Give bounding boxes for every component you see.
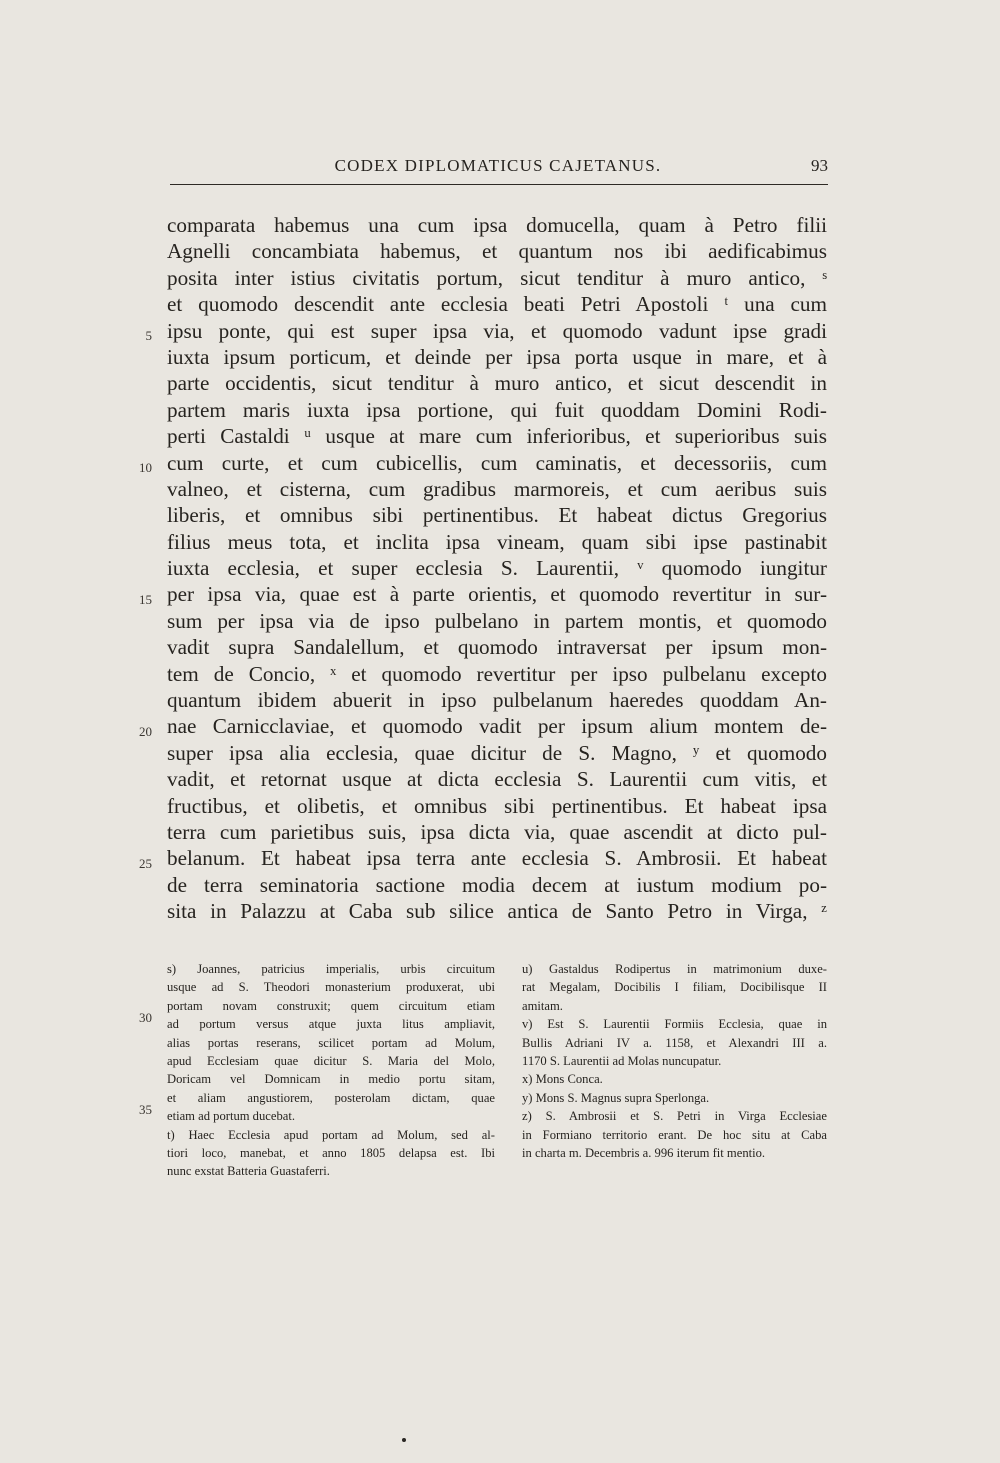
line-number: 15: [139, 592, 152, 607]
line-number: 30: [139, 1010, 152, 1025]
text-line: filius meus tota, et inclita ipsa vineam, quam sibi ipse pastinabit: [167, 529, 827, 554]
footnotes-right: [522, 960, 827, 1162]
text-line: super ipsa alia ecclesia, quae dicitur de S. Magno, ʸ et quomodo: [167, 740, 827, 765]
footnote-line: amitam.: [522, 998, 563, 1013]
footnote-line: y) Mons S. Magnus supra Sperlonga.: [522, 1090, 710, 1105]
text-line: nae Carnicclaviae, et quomodo vadit per ipsum alium montem de-: [167, 714, 827, 739]
main-text: [167, 212, 827, 925]
footnote-line: portam novam construxit; quem circuitum etiam: [167, 998, 495, 1013]
text-line: quantum ibidem abuerit in ipso pulbelanum haeredes quoddam An-: [167, 688, 827, 713]
footnote-line: t) Haec Ecclesia apud portam ad Molum, sed al-: [167, 1127, 495, 1142]
header-rule: [170, 184, 828, 185]
ink-dot: [402, 1438, 406, 1442]
text-line: sita in Palazzu at Caba sub silice antica de Santo Petro in Virga, ᶻ: [167, 899, 827, 924]
footnote-line: rat Megalam, Docibilis I filiam, Docibilisque II: [522, 980, 827, 995]
line-number: 5: [145, 328, 152, 343]
text-line: Agnelli concambiata habemus, et quantum nos ibi aedificabimus: [167, 239, 827, 264]
text-line: iuxta ecclesia, et super ecclesia S. Laurentii, ᵛ quomodo iungitur: [167, 556, 827, 581]
text-line: vadit, et retornat usque at dicta ecclesia S. Laurentii cum vitis, et: [167, 767, 827, 792]
text-line: tem de Concio, ˣ et quomodo revertitur per ipso pulbelanu excepto: [167, 661, 827, 686]
footnote-line: Bullis Adriani IV a. 1158, et Alexandri III a.: [522, 1035, 827, 1050]
footnote-line: alias portas reserans, scilicet portam ad Molum,: [167, 1035, 495, 1050]
page-number: 93: [811, 156, 828, 175]
text-line: fructibus, et olibetis, et omnibus sibi pertinentibus. Et habeat ipsa: [167, 793, 827, 818]
text-line: sum per ipsa via de ipso pulbelano in partem montis, et quomodo: [167, 608, 827, 633]
line-number: 35: [139, 1102, 152, 1117]
text-line: terra cum parietibus suis, ipsa dicta via, quae ascendit at dicto pul-: [167, 819, 827, 844]
text-line: perti Castaldi ᵘ usque at mare cum inferioribus, et superioribus suis: [167, 424, 827, 449]
footnote-line: in Formiano territorio erant. De hoc situ at Caba: [522, 1127, 827, 1142]
footnote-line: z) S. Ambrosii et S. Petri in Virga Ecclesiae: [522, 1109, 827, 1124]
text-line: cum curte, et cum cubicellis, cum caminatis, et decessoriis, cum: [167, 450, 827, 475]
footnote-line: in charta m. Decembris a. 996 iterum fit mentio.: [522, 1146, 766, 1161]
footnote-line: u) Gastaldus Rodipertus in matrimonium duxe-: [522, 962, 827, 976]
text-line: et quomodo descendit ante ecclesia beati Petri Apostoli ᵗ una cum: [167, 292, 827, 317]
text-line: posita inter istius civitatis portum, sicut tenditur à muro antico, ˢ: [167, 265, 827, 290]
line-number: 20: [139, 724, 152, 739]
text-line: partem maris iuxta ipsa portione, qui fuit quoddam Domini Rodi-: [167, 397, 827, 422]
footnote-line: et aliam angustiorem, posterolam dictam, quae: [167, 1090, 495, 1105]
text-line: belanum. Et habeat ipsa terra ante ecclesia S. Ambrosii. Et habeat: [167, 846, 827, 871]
text-line: de terra seminatoria sactione modia decem at iustum modium po-: [167, 872, 827, 897]
text-line: per ipsa via, quae est à parte orientis, et quomodo revertitur in sur-: [167, 582, 827, 607]
footnotes-left: [167, 960, 495, 1181]
footnote-line: tiori loco, manebat, et anno 1805 delapsa est. Ibi: [167, 1146, 495, 1161]
running-title: CODEX DIPLOMATICUS CAJETANUS.: [334, 156, 662, 175]
line-number: 10: [139, 460, 152, 475]
footnote-line: ad portum versus atque juxta litus ampliavit,: [167, 1017, 495, 1032]
footnote-line: 1170 S. Laurentii ad Molas nuncupatur.: [522, 1054, 722, 1069]
text-line: liberis, et omnibus sibi pertinentibus. Et habeat dictus Gregorius: [167, 503, 827, 528]
footnote-line: nunc exstat Batteria Guastaferri.: [167, 1164, 330, 1179]
text-line: vadit supra Sandalellum, et quomodo intraversat per ipsum mon-: [167, 635, 827, 660]
text-line: iuxta ipsum porticum, et deinde per ipsa porta usque in mare, et à: [167, 344, 827, 369]
footnote-line: Doricam vel Domnicam in medio portu sitam,: [167, 1072, 495, 1087]
footnote-line: usque ad S. Theodori monasterium produxerat, ubi: [167, 980, 495, 995]
running-head: [168, 150, 828, 180]
line-number: 25: [139, 856, 152, 871]
footnote-line: v) Est S. Laurentii Formiis Ecclesia, quae in: [522, 1017, 827, 1032]
text-line: valneo, et cisterna, cum gradibus marmoreis, et cum aeribus suis: [167, 476, 827, 501]
footnote-line: s) Joannes, patricius imperialis, urbis circuitum: [167, 962, 495, 976]
footnote-line: etiam ad portum ducebat.: [167, 1109, 295, 1124]
footnote-line: apud Ecclesiam quae dicitur S. Maria del Molo,: [167, 1054, 495, 1069]
text-line: parte occidentis, sicut tenditur à muro antico, et sicut descendit in: [167, 371, 827, 396]
text-line: ipsu ponte, qui est super ipsa via, et quomodo vadunt ipse gradi: [167, 318, 827, 343]
text-line: comparata habemus una cum ipsa domucella, quam à Petro filii: [167, 213, 827, 237]
footnote-line: x) Mons Conca.: [522, 1072, 603, 1087]
